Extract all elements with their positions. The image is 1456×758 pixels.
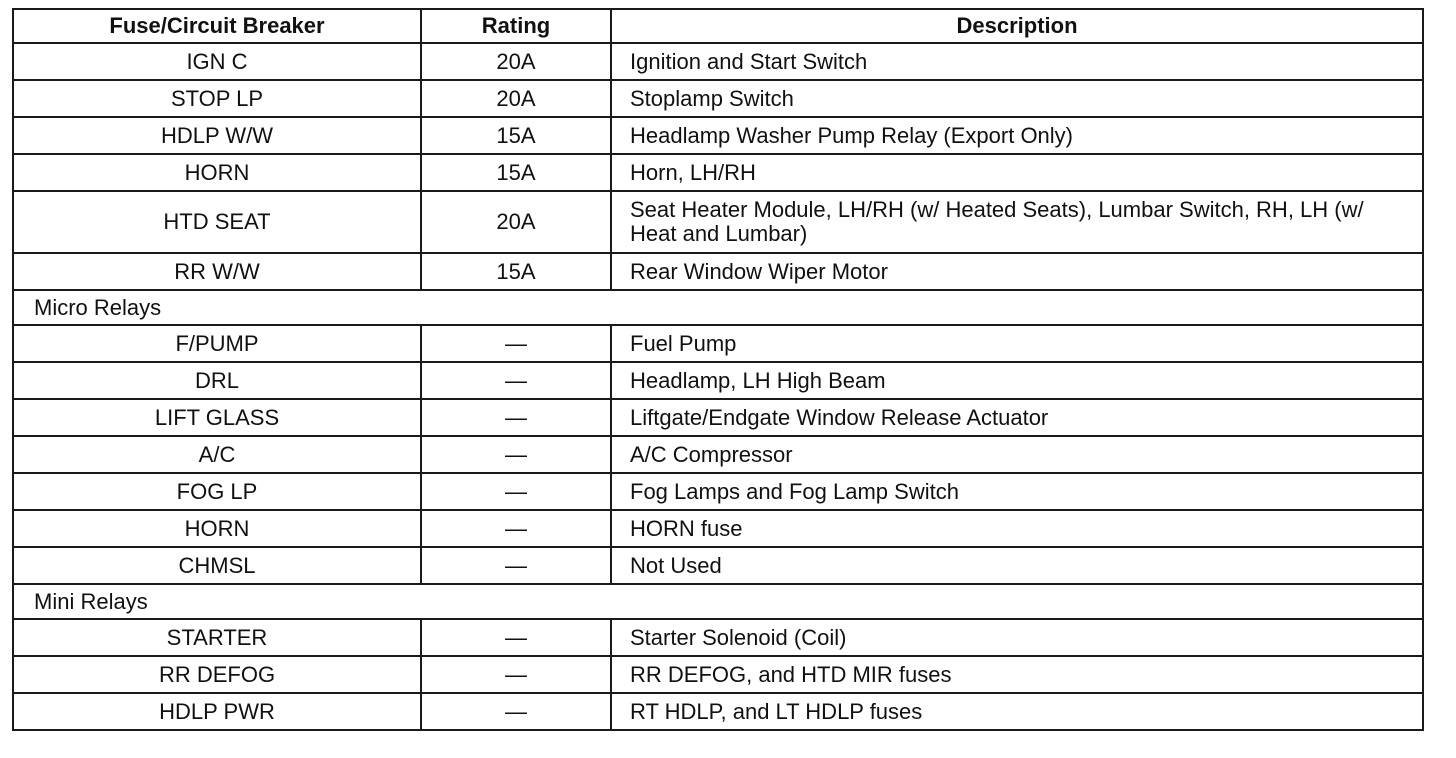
fuse-rating: 15A [421,253,611,290]
fuse-name: STOP LP [13,80,421,117]
relay-description: Fuel Pump [611,325,1423,362]
table-row [13,43,1423,80]
relay-description: Liftgate/Endgate Window Release Actuator [611,399,1423,436]
relay-description: RT HDLP, and LT HDLP fuses [611,693,1423,730]
table-row [13,510,1423,547]
table-row [13,253,1423,290]
fuse-rating: 15A [421,117,611,154]
relay-rating: — [421,325,611,362]
fuse-name: HTD SEAT [13,191,421,253]
relay-description: RR DEFOG, and HTD MIR fuses [611,656,1423,693]
fuse-name: IGN C [13,43,421,80]
table-row [13,117,1423,154]
relay-description: Headlamp, LH High Beam [611,362,1423,399]
fuse-description: Ignition and Start Switch [611,43,1423,80]
relay-rating: — [421,399,611,436]
relay-name: F/PUMP [13,325,421,362]
relay-name: CHMSL [13,547,421,584]
fuse-table [12,8,1424,731]
relay-description: A/C Compressor [611,436,1423,473]
table-row [13,154,1423,191]
fuse-name: RR W/W [13,253,421,290]
header-fuse: Fuse/Circuit Breaker [13,9,421,43]
relay-name: DRL [13,362,421,399]
relay-rating: — [421,510,611,547]
fuse-description: Seat Heater Module, LH/RH (w/ Heated Seats), Lumbar Switch, RH, LH (w/ Heat and Lumbar) [611,191,1423,253]
fuse-rating: 20A [421,191,611,253]
table-row [13,325,1423,362]
relay-name: A/C [13,436,421,473]
table-row [13,436,1423,473]
relay-name: STARTER [13,619,421,656]
relay-name: RR DEFOG [13,656,421,693]
relay-rating: — [421,547,611,584]
table-row [13,547,1423,584]
fuse-name: HDLP W/W [13,117,421,154]
table-row [13,619,1423,656]
fuse-rating: 15A [421,154,611,191]
table-row [13,80,1423,117]
fuse-description: Rear Window Wiper Motor [611,253,1423,290]
relay-rating: — [421,619,611,656]
header-row [13,9,1423,43]
relay-rating: — [421,362,611,399]
relay-description: Not Used [611,547,1423,584]
table-row [13,399,1423,436]
section-title-micro-relays: Micro Relays [13,290,1423,325]
fuse-rating: 20A [421,43,611,80]
table-row [13,656,1423,693]
relay-rating: — [421,473,611,510]
section-row-mini-relays [13,584,1423,619]
section-title-mini-relays: Mini Relays [13,584,1423,619]
table-row [13,693,1423,730]
fuse-description: Headlamp Washer Pump Relay (Export Only) [611,117,1423,154]
fuse-description: Horn, LH/RH [611,154,1423,191]
relay-rating: — [421,656,611,693]
header-rating: Rating [421,9,611,43]
relay-description: HORN fuse [611,510,1423,547]
fuse-name: HORN [13,154,421,191]
fuse-rating: 20A [421,80,611,117]
relay-description: Fog Lamps and Fog Lamp Switch [611,473,1423,510]
section-row-micro-relays [13,290,1423,325]
header-description: Description [611,9,1423,43]
fuse-table-document [12,8,1422,731]
fuse-description: Stoplamp Switch [611,80,1423,117]
relay-rating: — [421,436,611,473]
relay-name: HDLP PWR [13,693,421,730]
relay-name: HORN [13,510,421,547]
relay-rating: — [421,693,611,730]
relay-description: Starter Solenoid (Coil) [611,619,1423,656]
table-row [13,362,1423,399]
table-row [13,473,1423,510]
table-row [13,191,1423,253]
relay-name: LIFT GLASS [13,399,421,436]
relay-name: FOG LP [13,473,421,510]
